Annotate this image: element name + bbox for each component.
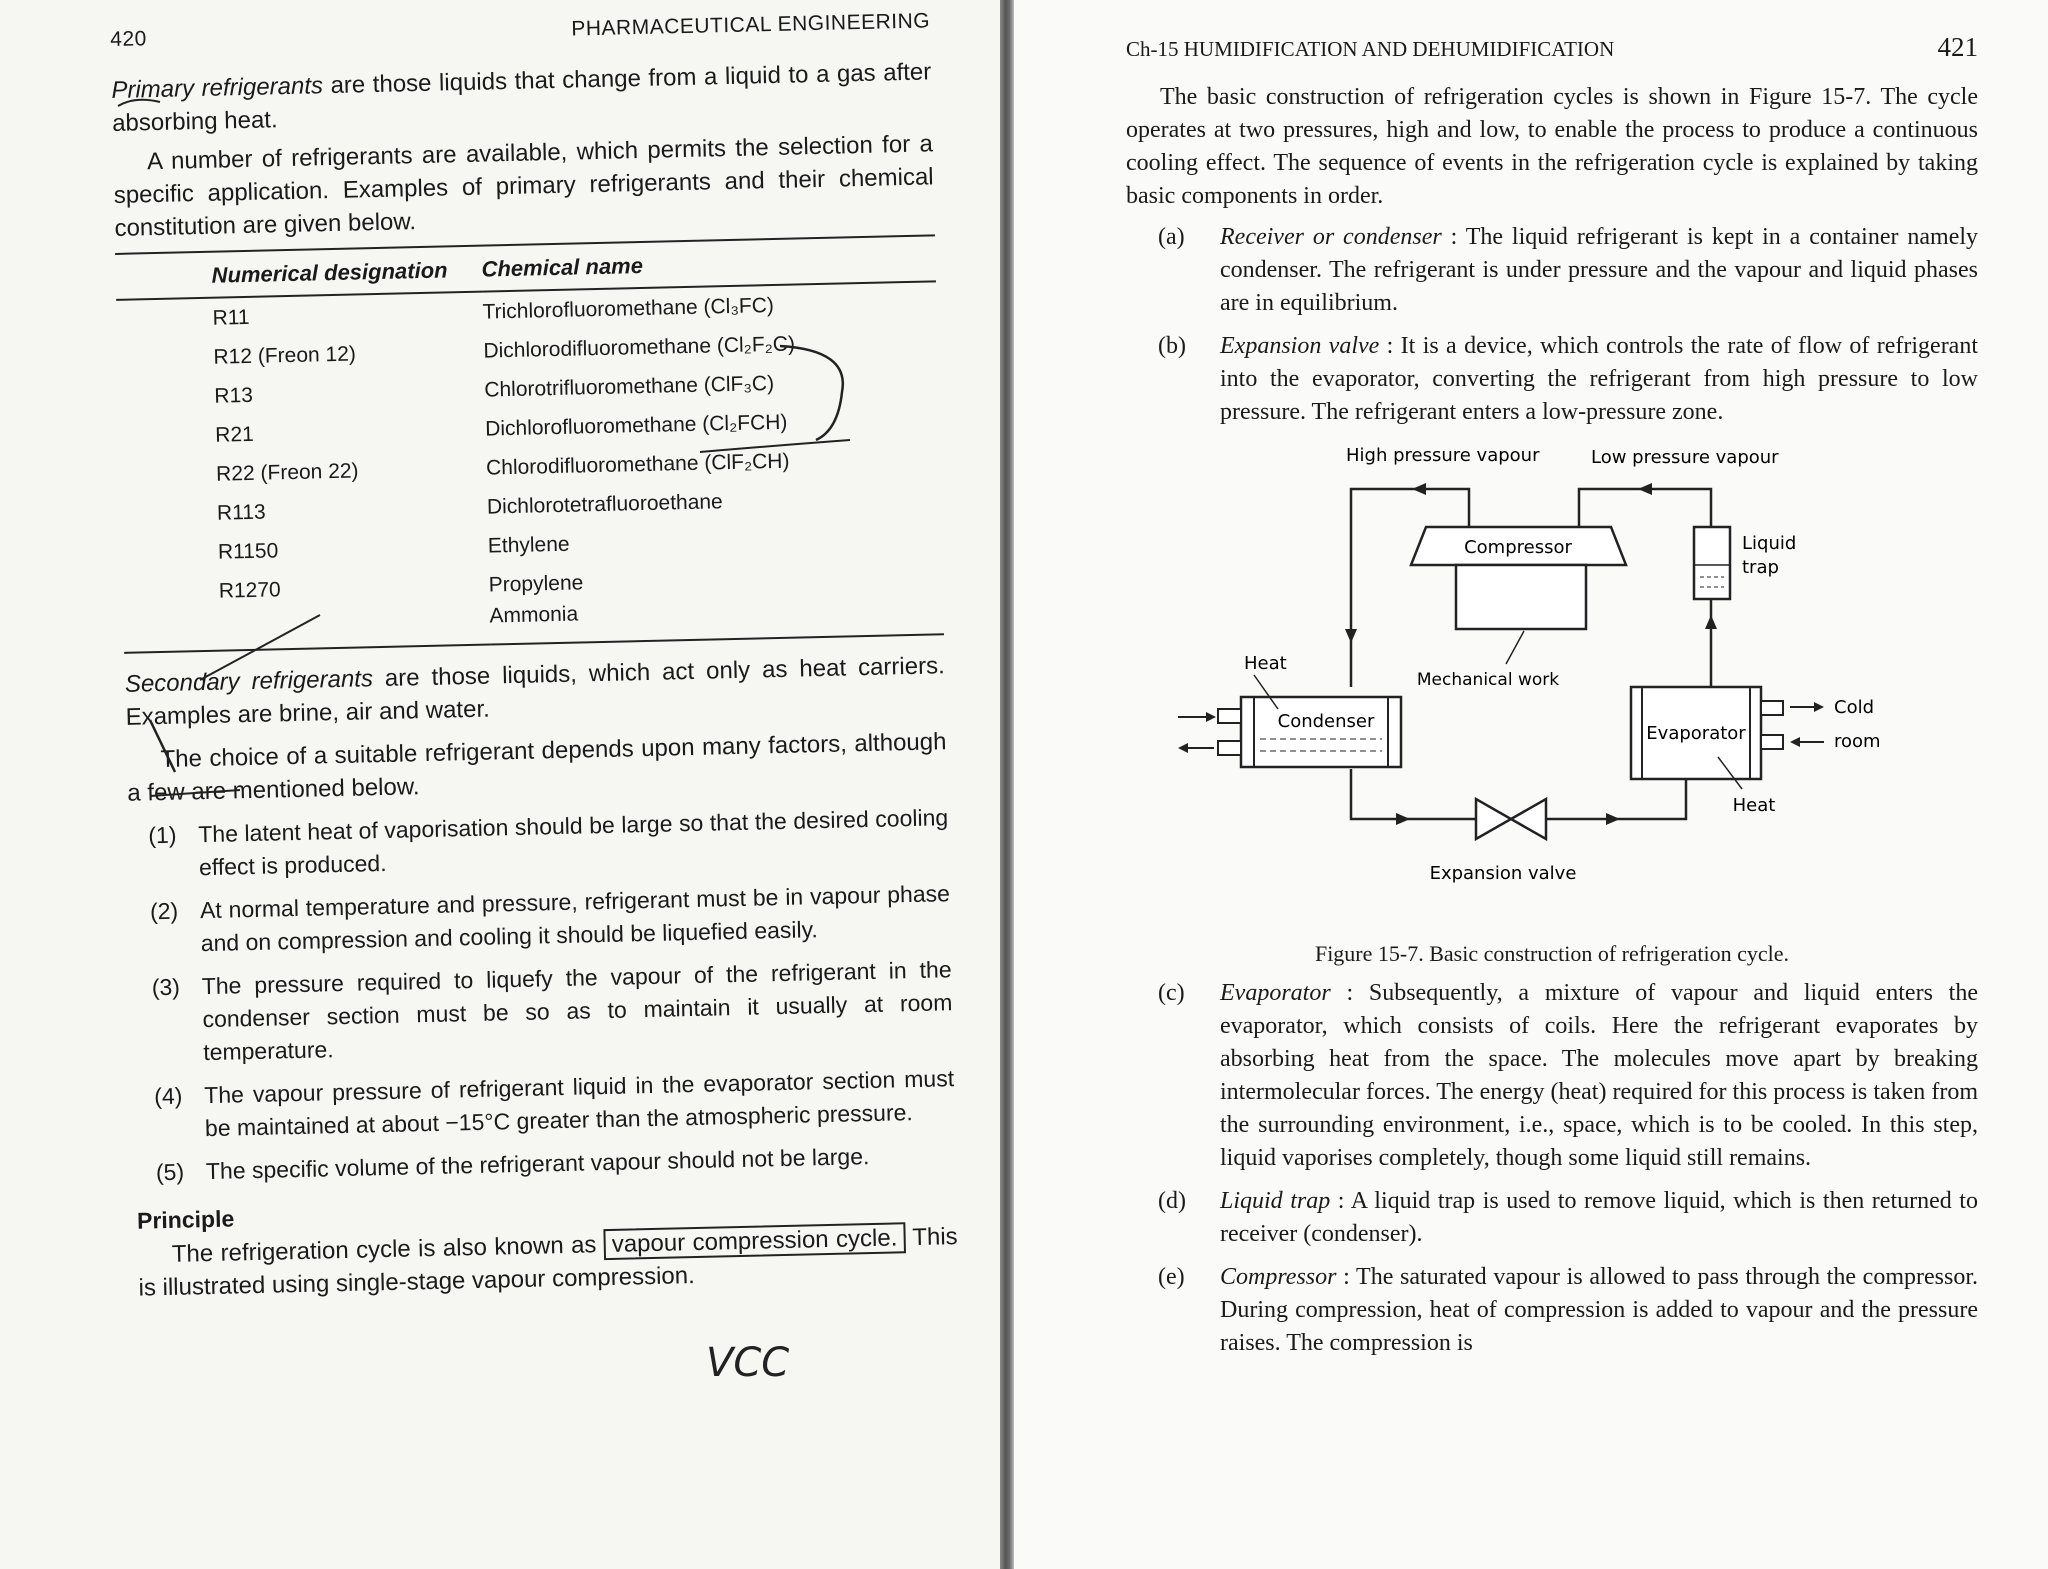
designation-cell: R113 xyxy=(216,500,266,525)
designation-cell: R21 xyxy=(215,422,255,447)
list-item-text: The pressure required to liquefy the vapour of the refrigerant in the condenser section must be so as to maintain it usually at room temperature. xyxy=(201,956,953,1066)
valve-left-cone xyxy=(1476,799,1511,839)
refrigerant-choice-paragraph: The choice of a suitable refrigerant depends upon many factors, although a few are mentioned below. xyxy=(127,728,947,807)
water-out-arrowhead-icon xyxy=(1178,743,1188,753)
chemical-name-cell: Ammonia xyxy=(489,590,944,644)
list-item xyxy=(1126,330,1978,429)
principle-text-end: This is illustrated using single-stage vapour compression. xyxy=(138,1223,958,1302)
list-item-text: The specific volume of the refrigerant vapour should not be large. xyxy=(205,1143,870,1185)
valve-right-cone xyxy=(1511,799,1546,839)
list-item xyxy=(131,953,953,1071)
designation-cell xyxy=(123,601,490,653)
figure-caption: Figure 15-7. Basic construction of refrigeration cycle. xyxy=(1314,941,1790,966)
flow-arrow-icon xyxy=(1606,813,1620,825)
primary-refrigerants-definition: are those liquids that change from a liquid to a gas after absorbing heat. xyxy=(111,58,932,137)
left-page xyxy=(0,0,1000,1569)
list-item-number: (4) xyxy=(153,1082,183,1110)
column-header-designation: Numerical designation xyxy=(115,246,482,300)
high-pressure-vapour-label: High pressure vapour xyxy=(1346,445,1540,466)
list-item xyxy=(128,801,949,886)
list-item-text: At normal temperature and pressure, refrigerant must be in vapour phase and on compression and cooling it should be liquefied easily. xyxy=(199,880,951,957)
flow-arrow-icon xyxy=(1345,629,1357,643)
vapour-compression-cycle-highlight: vapour compression cycle. xyxy=(603,1222,905,1260)
list-item xyxy=(1126,1261,1978,1360)
heat-out-label: Heat xyxy=(1244,653,1287,674)
component-term: Liquid trap xyxy=(1220,1188,1331,1214)
list-item-number: (1) xyxy=(148,821,177,849)
component-term: Evaporator xyxy=(1220,980,1331,1006)
primary-refrigerants-table xyxy=(115,234,944,654)
chemical-name-cell: Trichlorofluoromethane (Cl₃FC) xyxy=(482,294,775,324)
cooling-water-inlet xyxy=(1218,709,1241,723)
right-running-head: Ch-15 HUMIDIFICATION AND DEHUMIDIFICATION xyxy=(1126,37,1615,61)
component-term: Receiver or condenser xyxy=(1220,224,1442,250)
list-item xyxy=(134,1062,955,1147)
list-item xyxy=(1126,977,1978,1175)
high-pressure-pipe xyxy=(1351,489,1469,687)
chemical-name-cell: Dichlorotetrafluoroethane xyxy=(486,490,723,519)
expansion-valve xyxy=(1430,799,1577,884)
cold-room-label-line2: room xyxy=(1834,731,1881,752)
chemical-name-cell: Dichlorodifluoromethane (Cl₂F₂C) xyxy=(483,332,796,363)
primary-refrigerants-term: Primary refrigerants xyxy=(111,72,324,104)
refrigerant-factors-list xyxy=(128,801,956,1190)
compressor-label: Compressor xyxy=(1464,537,1572,558)
refrigeration-cycle-figure xyxy=(1126,439,1986,979)
list-item-number: (a) xyxy=(1158,224,1185,250)
left-page-header xyxy=(110,9,930,52)
cooling-water-outlet xyxy=(1218,741,1241,755)
list-item xyxy=(136,1138,957,1190)
liquid-trap-vessel xyxy=(1694,527,1730,599)
list-item-number: (2) xyxy=(149,897,179,925)
evaporator xyxy=(1631,687,1881,816)
compressor-base xyxy=(1456,565,1586,629)
list-item xyxy=(1126,1185,1978,1251)
refrigerant-selection-paragraph: A number of refrigerants are available, which permits the selection for a specific application. Examples of primary refrigerants and their chemical constitution are given below. xyxy=(113,130,934,242)
list-item-number: (3) xyxy=(151,973,181,1001)
evaporator-label: Evaporator xyxy=(1646,723,1746,744)
designation-cell: R1270 xyxy=(218,578,281,603)
condenser-label: Condenser xyxy=(1277,711,1375,732)
chemical-name-cell: Ethylene xyxy=(487,532,570,558)
list-item-number: (b) xyxy=(1158,333,1186,359)
book-gutter xyxy=(1000,0,1014,1569)
list-item-text xyxy=(1220,977,1978,1175)
right-page-header xyxy=(1126,32,1978,63)
chemical-name-cell: Dichlorofluoromethane (Cl₂FCH) xyxy=(484,410,788,441)
cycle-components-list-top xyxy=(1126,221,1978,429)
component-term: Expansion valve xyxy=(1220,333,1380,359)
list-item-text xyxy=(1220,1185,1978,1251)
designation-cell: R11 xyxy=(212,305,250,330)
list-item xyxy=(1126,221,1978,320)
column-header-chemical-name: Chemical name xyxy=(481,235,936,291)
list-item-number: (d) xyxy=(1158,1188,1186,1214)
mechanical-work-label: Mechanical work xyxy=(1416,670,1560,690)
primary-refrigerants-paragraph xyxy=(111,55,932,140)
flow-arrow-icon xyxy=(1638,483,1652,495)
list-item-text xyxy=(1220,330,1978,429)
refrigeration-cycle-diagram xyxy=(1126,439,1986,939)
designation-cell: R22 (Freon 22) xyxy=(215,459,359,486)
compressor xyxy=(1411,527,1626,629)
condenser-shell xyxy=(1241,697,1401,767)
component-term: Compressor xyxy=(1220,1264,1337,1290)
right-page-number: 421 xyxy=(1937,32,1978,62)
list-item xyxy=(130,877,951,962)
list-item-text xyxy=(1220,221,1978,320)
room-in-arrowhead-icon xyxy=(1790,737,1800,747)
list-item-number: (5) xyxy=(155,1158,185,1186)
secondary-refrigerants-paragraph xyxy=(125,649,946,734)
left-running-head: PHARMACEUTICAL ENGINEERING xyxy=(571,9,931,41)
designation-cell: R1150 xyxy=(217,539,279,564)
liquid-trap-label-line1: Liquid xyxy=(1742,533,1797,554)
cycle-components-list-bottom xyxy=(1126,977,1978,1360)
expansion-valve-label: Expansion valve xyxy=(1429,863,1577,884)
left-page-number: 420 xyxy=(110,27,148,51)
list-item-text xyxy=(1220,1261,1978,1360)
right-page xyxy=(1014,0,2048,1569)
designation-cell: R13 xyxy=(214,383,254,408)
chemical-name-cell: Chlorodifluoromethane (ClF₂CH) xyxy=(485,449,790,480)
component-description: : The liquid refrigerant is kept in a container namely condenser. The refrigerant is under pressure and the vapour and liquid phases are in equilibrium. xyxy=(1220,224,1979,316)
secondary-refrigerants-term: Secondary refrigerants xyxy=(124,665,374,698)
cold-room-outlet xyxy=(1761,701,1783,715)
secondary-refrigerants-definition: are those liquids, which act only as heat carriers. Examples are brine, air and water. xyxy=(125,652,946,731)
condenser xyxy=(1178,653,1401,767)
principle-heading: Principle xyxy=(136,1205,235,1234)
water-in-arrowhead-icon xyxy=(1206,712,1216,722)
cold-room-label-line1: Cold xyxy=(1834,697,1875,718)
refrigeration-cycle-intro: The basic construction of refrigeration cycles is shown in Figure 15-7. The cycle operates at two pressures, high and low, to enable the process to produce a continuous cooling effect. The sequence of events in the refrigeration cycle is explained by taking basic components in order. xyxy=(1126,84,1978,209)
flow-arrow-icon xyxy=(1705,615,1717,629)
component-description: : A liquid trap is used to remove liquid, which is then returned to receiver (condenser). xyxy=(1220,1188,1978,1247)
handwritten-vcc-note: VCC xyxy=(706,1340,790,1386)
liquid-line-to-valve xyxy=(1351,769,1476,819)
cold-room-inlet xyxy=(1761,735,1783,749)
cold-out-arrowhead-icon xyxy=(1814,702,1824,712)
liquid-trap xyxy=(1694,527,1796,599)
designation-cell: R12 (Freon 12) xyxy=(213,342,357,369)
list-item-number: (c) xyxy=(1158,980,1185,1006)
component-description: : Subsequently, a mixture of vapour and liquid enters the evaporator, which consists of coils. Here the refrigerant evaporates by absorbing heat from the space. The molecules move apart by breaking intermolecular forces. The energy (heat) required for this process is taken from the surrounding environment, i.e., space, which is to be cooled. In this step, liquid vaporises completely, though some liquid still remains. xyxy=(1220,980,1978,1171)
heat-in-label: Heat xyxy=(1732,795,1776,816)
mechanical-work-pointer xyxy=(1506,631,1524,664)
flow-arrow-icon xyxy=(1396,813,1410,825)
principle-text-start: The refrigeration cycle is also known as xyxy=(171,1231,605,1268)
chemical-name-cell: Propylene xyxy=(488,571,584,597)
valve-to-evaporator-line xyxy=(1546,779,1686,819)
low-pressure-vapour-label: Low pressure vapour xyxy=(1591,447,1779,468)
list-item-text: The latent heat of vaporisation should be large so that the desired cooling effect is produced. xyxy=(198,804,949,881)
component-description: : It is a device, which controls the rate of flow of refrigerant into the evaporator, converting the refrigerant from high pressure to low pressure. The refrigerant enters a low-pressure zone. xyxy=(1220,333,1979,425)
chemical-name-cell: Chlorotrifluoromethane (ClF₃C) xyxy=(484,372,775,402)
list-item-number: (e) xyxy=(1158,1264,1185,1290)
left-page-content xyxy=(110,9,959,1304)
liquid-trap-label-line2: trap xyxy=(1742,557,1779,578)
component-description: : The saturated vapour is allowed to pass through the compressor. During compression, heat of compression is added to vapour and the pressure raises. The compression is xyxy=(1220,1264,1978,1356)
list-item-text: The vapour pressure of refrigerant liquid in the evaporator section must be maintained at about −15°C greater than the atmospheric pressure. xyxy=(203,1065,955,1142)
flow-arrow-icon xyxy=(1412,483,1426,495)
principle-paragraph xyxy=(137,1220,958,1305)
